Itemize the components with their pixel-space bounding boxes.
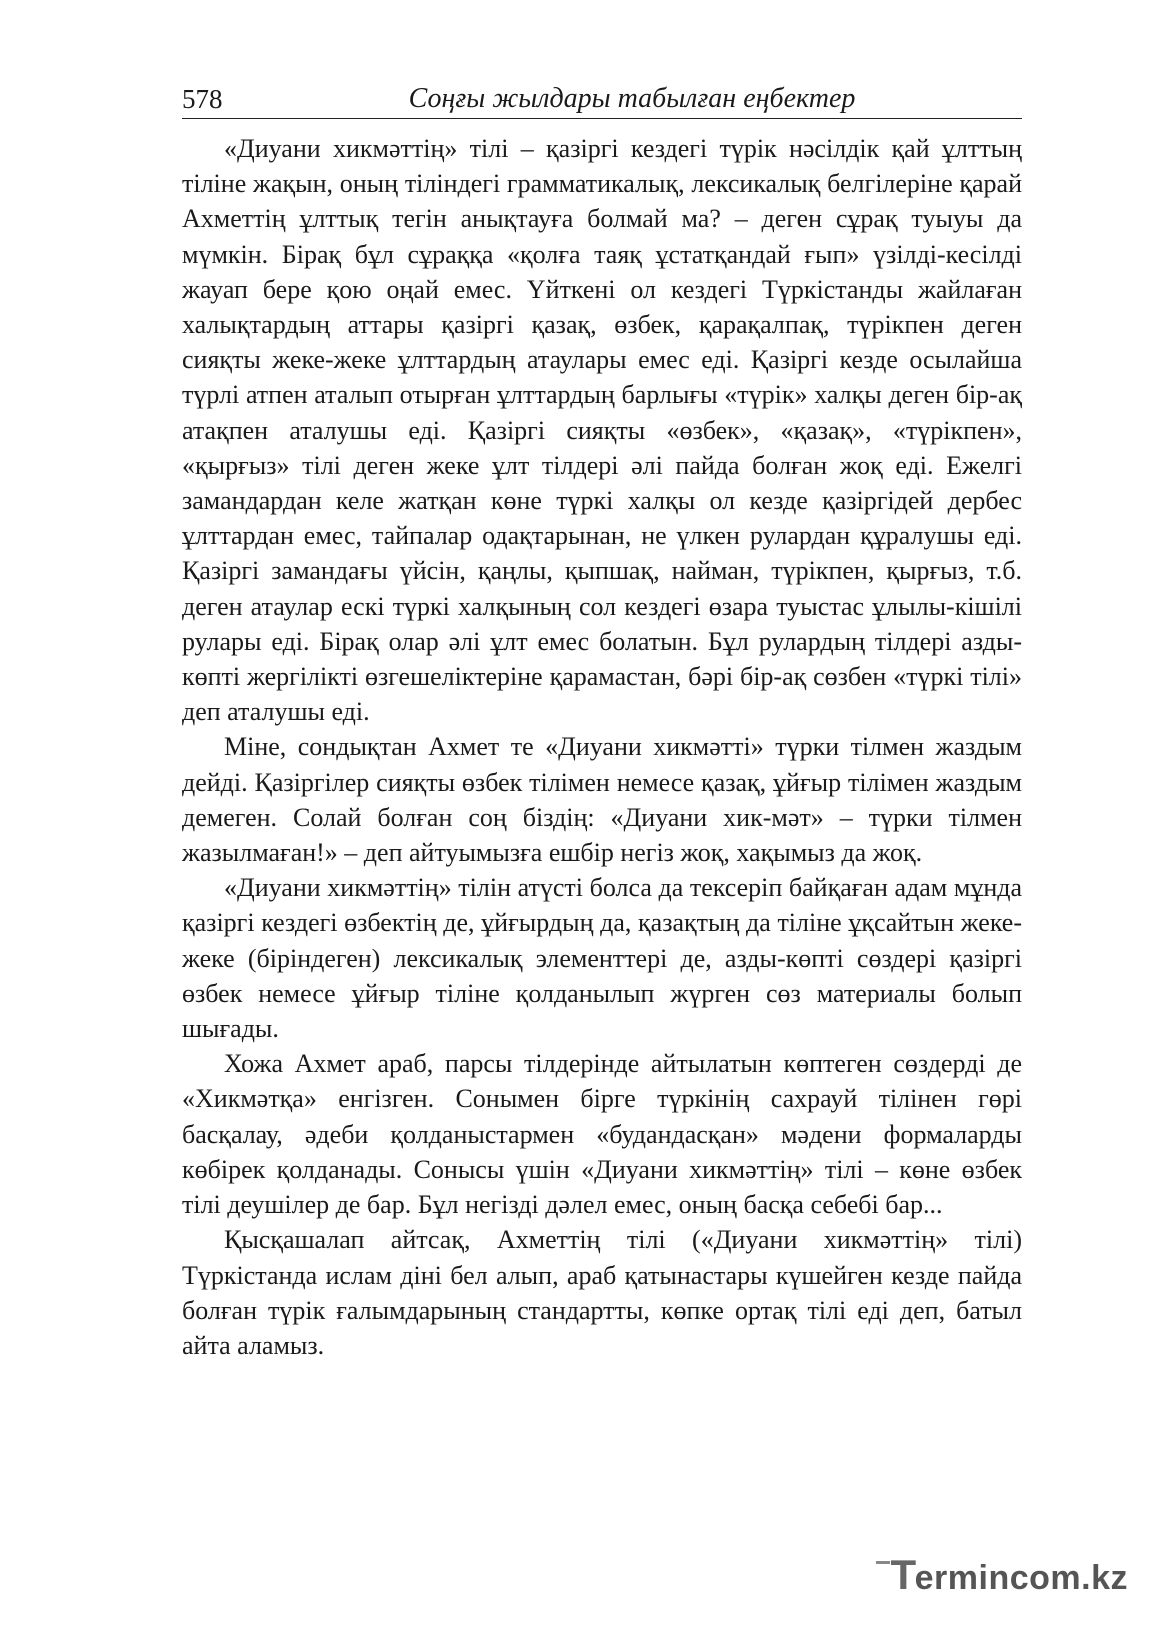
paragraph-5: Қысқашалап айтсақ, Ахметтің тілі («Диуани хикмəттің» тілі) Түркістанда ислам діні бел алып, араб қатынастары күшейген кезде пайда болған түрік ғалымдарының стандартты, көпке ортақ тілі еді деп, батыл айта аламыз. xyxy=(182,1225,1022,1360)
termincom-watermark-logo xyxy=(890,1551,1128,1599)
running-head xyxy=(182,78,1022,119)
paragraph-1: «Диуани хикмəттің» тілі – қазіргі кездегі түрік нəсілдік қай ұлттың тіліне жақын, оның тіліндегі грамматикалық, лексикалық белгілеріне қарай Ахметтің ұлттық тегін анықтауға болмай ма? – деген сұрақ туыуы да мүмкін. Бірақ бұл сұраққа «қолға таяқ ұстатқандай ғып» үзілді-кесілді жауап бере қою оңай емес. Үйткені ол кездегі Түркістанды жайлаған халықтардың аттары қазіргі қазақ, өзбек, қарақалпақ, түрікпен деген сияқты жеке-жеке ұлттардың атаулары емес еді. Қазіргі кезде осылайша түрлі атпен аталып отырған ұлттардың барлығы «түрік» халқы деген бір-ақ атақпен аталушы еді. Қазіргі сияқты «өзбек», «қазақ», «түрікпен», «қырғыз» тілі деген жеке ұлт тілдері əлі пайда болған жоқ еді. Ежелгі замандардан келе жатқан көне түркі халқы ол кезде қазіргідей дербес ұлттардан емес, тайпалар одақтарынан, не үлкен рулардан құралушы еді. Қазіргі замандағы үйсін, қаңлы, қыпшақ, найман, түрікпен, қырғыз, т.б. деген атаулар ескі түркі халқының сол кездегі өзара туыстас ұлылы-кішілі рулары еді. Бірақ олар əлі ұлт емес болатын. Бұл рулардың тілдері азды-көпті жергілікті өзгешеліктеріне қарамастан, бəрі бір-ақ сөзбен «түркі тілі» деп аталушы еді. xyxy=(182,134,1022,727)
paragraph-3: «Диуани хикмəттің» тілін атүсті болса да тексеріп байқаған адам мұнда қазіргі кездегі өзбектің де, ұйғырдың да, қазақтың да тіліне ұқсайтын жеке-жеке (біріндеген) лексикалық элементтері де, азды-көпті сөздері қазіргі өзбек немесе ұйғыр тіліне қолданылып жүрген сөз материалы болып шығады. xyxy=(182,873,1022,1044)
running-title: Соңғы жылдары табылған еңбектер xyxy=(408,83,856,114)
page xyxy=(182,78,1022,1363)
paragraph-2: Міне, сондықтан Ахмет те «Диуани хикмəтті» түрки тілмен жаздым дейді. Қазіргілер сияқты өзбек тілімен немесе қазақ, ұйғыр тілімен жаздым демеген. Солай болған соң біздің: «Диуани хик-мəт» – түрки тілмен жазылмаған!» – деп айтуымызға ешбір негіз жоқ, хақымыз да жоқ. xyxy=(182,732,1022,868)
watermark-text: ermincom.kz xyxy=(914,1559,1128,1597)
page-number: 578 xyxy=(182,84,223,114)
body-text xyxy=(182,131,1022,1363)
watermark-t-letter: T xyxy=(890,1551,917,1598)
paragraph-4: Хожа Ахмет араб, парсы тілдерінде айтылатын көптеген сөздерді де «Хикмəтқа» енгізген. Сонымен бірге түркінің сахрауй тілінен гөрі басқалау, əдеби қолданыстармен «будандасқан» мəдени формаларды көбірек қолданады. Сонысы үшін «Диуани хикмəттің» тілі – көне өзбек тілі деушілер де бар. Бұл негізді дəлел емес, оның басқа себебі бар... xyxy=(182,1049,1022,1220)
